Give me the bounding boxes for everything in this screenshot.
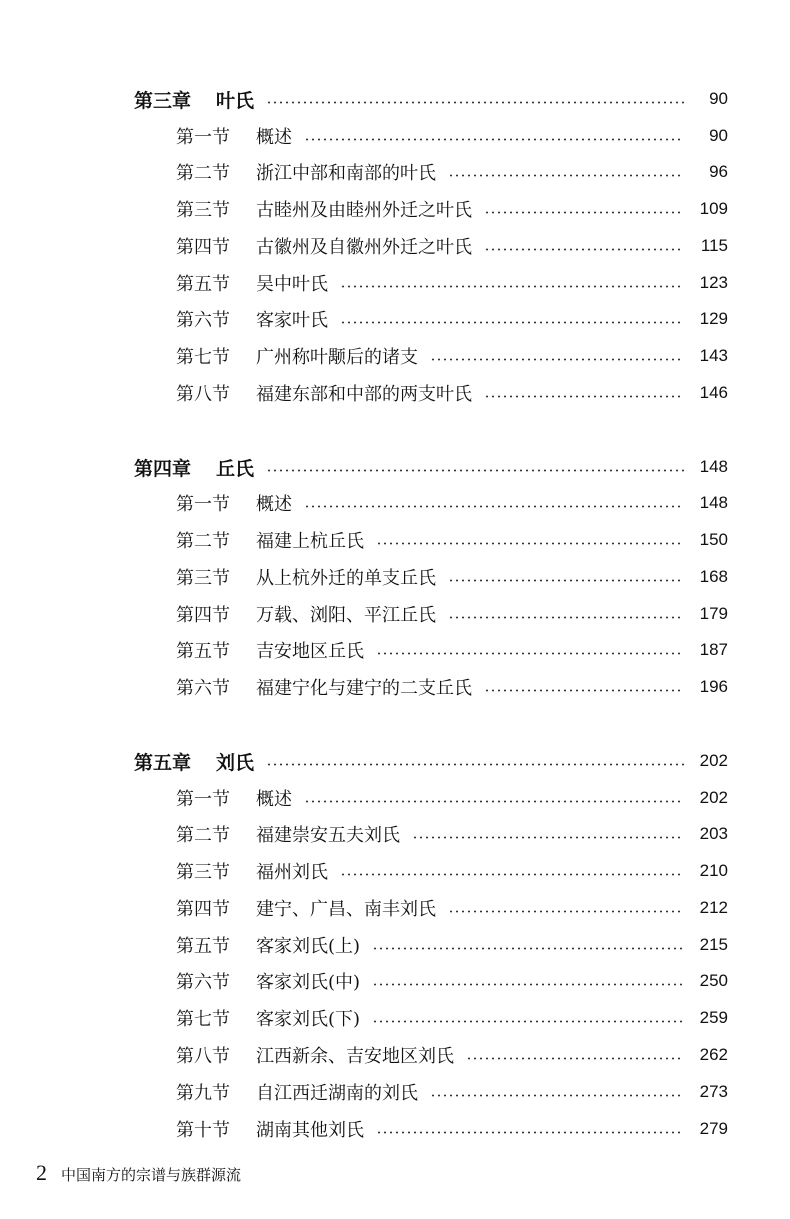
footer-book-title: 中国南方的宗谱与族群源流	[61, 1166, 242, 1184]
section-number: 第四节	[176, 899, 230, 920]
page-number: 148	[699, 457, 728, 476]
section-entry[interactable]	[176, 1040, 728, 1070]
section-entry[interactable]	[176, 1003, 728, 1033]
section-entry[interactable]	[176, 893, 728, 923]
section-title: 自江西迁湖南的刘氏	[256, 1083, 418, 1104]
section-number: 第七节	[176, 347, 230, 368]
section-title: 吴中叶氏	[256, 274, 328, 295]
dot-leader	[376, 542, 684, 545]
dot-leader	[372, 983, 684, 986]
section-number: 第四节	[176, 605, 230, 626]
section-entry[interactable]	[176, 783, 728, 813]
dot-leader	[484, 689, 684, 692]
page-number: 203	[699, 824, 728, 843]
page-number: 109	[699, 199, 728, 218]
page-number: 215	[699, 935, 728, 954]
section-entry[interactable]	[176, 1077, 728, 1107]
dot-leader	[448, 174, 684, 177]
chapter-heading[interactable]	[134, 452, 728, 482]
page-number: 123	[699, 273, 728, 292]
section-title: 福建东部和中部的两支叶氏	[256, 384, 472, 405]
section-title: 客家叶氏	[256, 310, 328, 331]
chapter-title: 丘氏	[216, 457, 255, 480]
section-title: 福建崇安五夫刘氏	[256, 825, 400, 846]
section-number: 第十节	[176, 1120, 230, 1141]
page-number: 148	[699, 493, 728, 512]
section-title: 从上杭外迁的单支丘氏	[256, 568, 436, 589]
section-number: 第九节	[176, 1083, 230, 1104]
section-title: 浙江中部和南部的叶氏	[256, 163, 436, 184]
dot-leader	[376, 652, 684, 655]
section-entry[interactable]	[176, 525, 728, 555]
dot-leader	[266, 469, 684, 472]
section-title: 古睦州及由睦州外迁之叶氏	[256, 200, 472, 221]
section-number: 第二节	[176, 825, 230, 846]
section-number: 第二节	[176, 163, 230, 184]
section-entry[interactable]	[176, 488, 728, 518]
dot-leader	[448, 616, 684, 619]
chapter-heading[interactable]	[134, 746, 728, 776]
section-number: 第六节	[176, 678, 230, 699]
dot-leader	[412, 836, 684, 839]
dot-leader	[484, 395, 684, 398]
page-number: 202	[699, 788, 728, 807]
section-entry[interactable]	[176, 231, 728, 261]
section-title: 概述	[256, 789, 292, 810]
dot-leader	[376, 1131, 684, 1134]
section-number: 第四节	[176, 237, 230, 258]
page-number: 150	[699, 530, 728, 549]
page-number: 143	[699, 346, 728, 365]
dot-leader	[484, 211, 684, 214]
section-entry[interactable]	[176, 157, 728, 187]
section-number: 第八节	[176, 1046, 230, 1067]
page-number: 90	[709, 89, 728, 108]
section-title: 江西新余、吉安地区刘氏	[256, 1046, 454, 1067]
page-number: 90	[709, 126, 728, 145]
section-title: 湖南其他刘氏	[256, 1120, 364, 1141]
section-title: 客家刘氏(中)	[256, 972, 361, 993]
section-number: 第一节	[176, 494, 230, 515]
section-title: 概述	[256, 494, 292, 515]
section-title: 客家刘氏(下)	[256, 1009, 361, 1030]
section-entry[interactable]	[176, 121, 728, 151]
dot-leader	[266, 763, 684, 766]
chapter-title: 刘氏	[216, 751, 255, 774]
section-title: 古徽州及自徽州外迁之叶氏	[256, 237, 472, 258]
section-entry[interactable]	[176, 341, 728, 371]
section-title: 建宁、广昌、南丰刘氏	[256, 899, 436, 920]
section-number: 第五节	[176, 641, 230, 662]
section-entry[interactable]	[176, 562, 728, 592]
section-title: 万载、浏阳、平江丘氏	[256, 605, 436, 626]
section-title: 吉安地区丘氏	[256, 641, 364, 662]
dot-leader	[430, 358, 684, 361]
dot-leader	[340, 285, 684, 288]
dot-leader	[430, 1094, 684, 1097]
page-number: 179	[699, 604, 728, 623]
chapter-number: 第三章	[134, 89, 192, 112]
section-number: 第三节	[176, 568, 230, 589]
chapter-number: 第四章	[134, 457, 192, 480]
page-number: 210	[699, 861, 728, 880]
page-number: 212	[699, 898, 728, 917]
section-number: 第六节	[176, 972, 230, 993]
page-number: 96	[709, 162, 728, 181]
dot-leader	[304, 800, 684, 803]
section-number: 第五节	[176, 936, 230, 957]
page-number: 273	[699, 1082, 728, 1101]
dot-leader	[340, 321, 684, 324]
page-number: 129	[699, 309, 728, 328]
page-number: 196	[699, 677, 728, 696]
page-number: 202	[699, 751, 728, 770]
page-footer	[36, 1160, 241, 1186]
dot-leader	[372, 947, 684, 950]
section-number: 第三节	[176, 862, 230, 883]
page-number: 262	[699, 1045, 728, 1064]
section-entry[interactable]	[176, 930, 728, 960]
section-title: 客家刘氏(上)	[256, 936, 361, 957]
footer-page-number: 2	[36, 1160, 47, 1185]
section-entry[interactable]	[176, 966, 728, 996]
section-entry[interactable]	[176, 1114, 728, 1144]
section-entry[interactable]	[176, 635, 728, 665]
page-number: 187	[699, 640, 728, 659]
section-title: 广州称叶颙后的诸支	[256, 347, 418, 368]
section-entry[interactable]	[176, 672, 728, 702]
section-entry[interactable]	[176, 856, 728, 886]
section-number: 第六节	[176, 310, 230, 331]
section-entry[interactable]	[176, 304, 728, 334]
dot-leader	[448, 910, 684, 913]
section-number: 第三节	[176, 200, 230, 221]
page-number: 168	[699, 567, 728, 586]
page-number: 250	[699, 971, 728, 990]
dot-leader	[372, 1020, 684, 1023]
chapter-number: 第五章	[134, 751, 192, 774]
section-number: 第一节	[176, 789, 230, 810]
section-entry[interactable]	[176, 194, 728, 224]
dot-leader	[340, 873, 684, 876]
section-entry[interactable]	[176, 268, 728, 298]
section-title: 福州刘氏	[256, 862, 328, 883]
dot-leader	[448, 579, 684, 582]
section-number: 第二节	[176, 531, 230, 552]
page-number: 146	[699, 383, 728, 402]
dot-leader	[266, 101, 684, 104]
section-number: 第八节	[176, 384, 230, 405]
dot-leader	[304, 505, 684, 508]
dot-leader	[484, 248, 684, 251]
section-entry[interactable]	[176, 819, 728, 849]
section-entry[interactable]	[176, 378, 728, 408]
section-number: 第五节	[176, 274, 230, 295]
section-number: 第一节	[176, 127, 230, 148]
chapter-title: 叶氏	[216, 89, 255, 112]
chapter-heading[interactable]	[134, 84, 728, 114]
section-title: 福建宁化与建宁的二支丘氏	[256, 678, 472, 699]
section-number: 第七节	[176, 1009, 230, 1030]
page-number: 259	[699, 1008, 728, 1027]
section-title: 福建上杭丘氏	[256, 531, 364, 552]
dot-leader	[466, 1057, 684, 1060]
section-title: 概述	[256, 127, 292, 148]
page-number: 279	[699, 1119, 728, 1138]
page-number: 115	[700, 236, 728, 255]
dot-leader	[304, 138, 684, 141]
section-entry[interactable]	[176, 599, 728, 629]
